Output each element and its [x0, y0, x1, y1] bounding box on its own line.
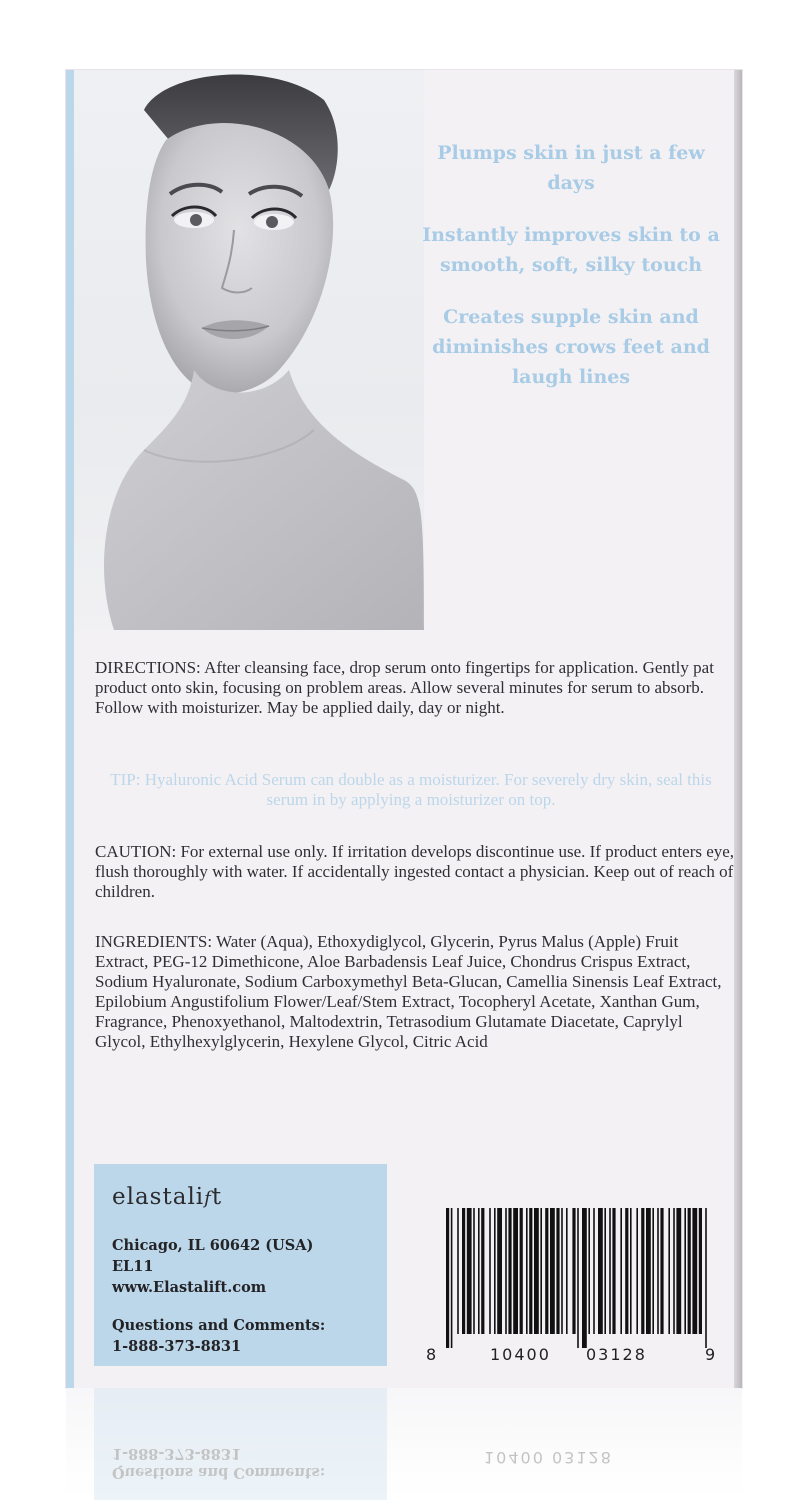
surface-reflection — [66, 1388, 742, 1500]
product-code: EL11 — [112, 1258, 154, 1275]
barcode-bar — [534, 1208, 539, 1334]
barcode-bar — [478, 1208, 480, 1334]
reflection-group-left: 10400 — [484, 1448, 545, 1467]
company-info-box — [94, 1164, 387, 1366]
barcode-bar — [566, 1208, 568, 1334]
barcode-group-right: 03128 — [586, 1345, 647, 1364]
reflection-questions: Questions and Comments: — [112, 1464, 326, 1481]
model-portrait-photo — [74, 70, 424, 630]
barcode-bar — [660, 1208, 663, 1334]
company-website: www.Elastalift.com — [112, 1279, 267, 1296]
barcode-bar — [561, 1208, 563, 1334]
questions-label: Questions and Comments: — [112, 1317, 326, 1334]
barcode-bar — [598, 1208, 603, 1334]
barcode-bar — [462, 1208, 465, 1334]
barcode-bar — [540, 1208, 542, 1334]
barcode-bar — [529, 1208, 532, 1334]
brand-end: t — [211, 1184, 223, 1210]
barcode-bar — [657, 1208, 659, 1334]
barcode-bar — [593, 1208, 595, 1334]
barcode-bar — [699, 1208, 702, 1334]
reflection-phone: 1-888-373-8831 — [112, 1445, 242, 1462]
barcode-bar — [457, 1208, 459, 1334]
barcode-bar — [612, 1208, 615, 1334]
barcode-bar — [609, 1208, 611, 1334]
claim-improves: Instantly improves skin to a smooth, soft, silky touch — [422, 224, 720, 276]
barcode-bar — [494, 1208, 496, 1334]
barcode-bar — [577, 1208, 579, 1348]
barcode-bar — [684, 1208, 686, 1334]
upc-barcode — [416, 1200, 721, 1370]
box-back-panel — [66, 70, 742, 1388]
barcode-bar — [673, 1208, 675, 1334]
brand-logo-text — [112, 1184, 222, 1210]
barcode-bar — [646, 1208, 651, 1334]
barcode-bar — [636, 1208, 638, 1334]
barcode-group-left: 10400 — [490, 1345, 551, 1364]
barcode-bar — [508, 1208, 511, 1334]
barcode-bar — [588, 1208, 590, 1334]
claim-plumps: Plumps skin in just a few days — [437, 142, 705, 194]
barcode-bar — [556, 1208, 559, 1334]
barcode-bar — [625, 1208, 628, 1334]
tip-text: TIP: Hyaluronic Acid Serum can double as a moisturizer. For severely dry skin, seal this serum in by applying a moisturizer on top. — [110, 770, 712, 809]
barcode-digit-left: 8 — [426, 1345, 437, 1364]
caution-text: CAUTION: For external use only. If irritation develops discontinue use. If product enters eye, flush thoroughly with water. If accidentally ingested contact a physician. Keep out of reach of children. — [95, 842, 735, 901]
barcode-bar — [582, 1208, 587, 1348]
company-address: Chicago, IL 60642 (USA) — [112, 1237, 314, 1254]
barcode-bar — [620, 1208, 622, 1334]
barcode-bar — [481, 1208, 484, 1334]
barcode-bar — [604, 1208, 606, 1334]
portrait-illustration — [74, 70, 424, 630]
barcode-bar — [668, 1208, 670, 1334]
reflection-group-right: 03128 — [552, 1448, 613, 1467]
barcode-bar — [705, 1208, 707, 1348]
barcode-bar — [688, 1208, 691, 1334]
barcode-bar — [520, 1208, 523, 1334]
barcode-bar — [451, 1208, 453, 1348]
barcode-digits — [416, 1345, 721, 1367]
reflection-mirror — [66, 1388, 742, 1500]
reflection-text — [112, 1444, 325, 1482]
barcode-digit-right: 9 — [705, 1345, 716, 1364]
barcode-bar — [467, 1208, 472, 1334]
claim-supple: Creates supple skin and diminishes crows feet and laugh lines — [432, 306, 710, 388]
ingredients-text: INGREDIENTS: Water (Aqua), Ethoxydiglycol, Glycerin, Pyrus Malus (Apple) Fruit Extract, PEG-12 Dimethicone, Aloe Barbadensis Leaf Juice, Chondrus Crispus Extract, Sodium Hyaluronate, Sodium Carboxymethyl Beta-Glucan, Camellia Sinensis Leaf Extract, Epilobium Angustifolium Flower/Leaf/Stem Extract, Tocopheryl Acetate, Xanthan Gum, Fragrance, Phenoxyethanol, Maltodextrin, Tetrasodium Glutamate Diacetate, Caprylyl Glycol, Ethylhexylglycerin, Hexylene Glycol, Citric Acid — [95, 932, 722, 1051]
reflection-barcode-digits — [484, 1448, 613, 1467]
brand-main: elastali — [112, 1184, 205, 1210]
barcode-bar — [497, 1208, 502, 1334]
barcode-bar — [505, 1208, 507, 1334]
directions-text: DIRECTIONS: After cleansing face, drop serum onto fingertips for application. Gently pat product onto skin, focusing on problem areas. Allow several minutes for serum to absorb. Follow with moisturizer. May be applied daily, day or night. — [95, 658, 714, 717]
phone-number: 1-888-373-8831 — [112, 1338, 242, 1355]
box-side-edge — [734, 70, 742, 1388]
brand-f: f — [204, 1188, 212, 1209]
barcode-bar — [692, 1208, 697, 1334]
barcode-bar — [489, 1208, 491, 1334]
barcode-bar — [630, 1208, 632, 1334]
barcode-bar — [641, 1208, 644, 1334]
barcode-bar — [545, 1208, 548, 1334]
left-blue-stripe — [66, 70, 74, 1388]
barcode-bar — [652, 1208, 654, 1334]
barcode-bars — [416, 1200, 721, 1348]
barcode-bar — [550, 1208, 555, 1334]
barcode-bar — [513, 1208, 518, 1334]
barcode-bar — [572, 1208, 575, 1334]
barcode-bar — [526, 1208, 528, 1334]
barcode-bar — [446, 1208, 449, 1348]
barcode-bar — [676, 1208, 681, 1334]
barcode-bar — [473, 1208, 475, 1334]
product-claims — [411, 138, 731, 414]
